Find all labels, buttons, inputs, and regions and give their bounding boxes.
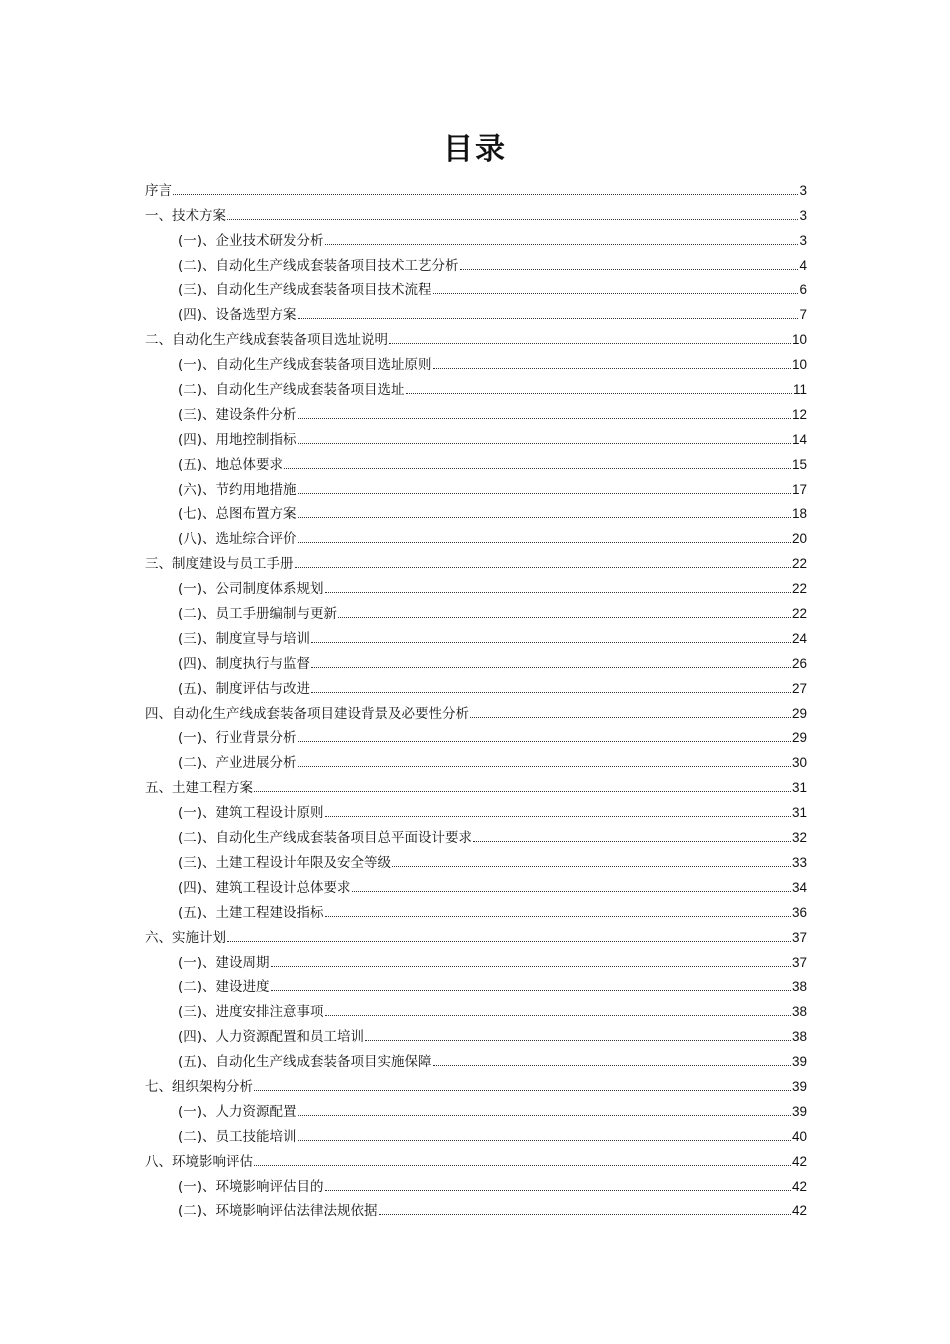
toc-section-entry[interactable] xyxy=(145,200,807,225)
toc-section-entry[interactable] xyxy=(145,548,807,573)
toc-subsection-entry[interactable] xyxy=(145,972,807,997)
toc-subsection-entry[interactable] xyxy=(145,1046,807,1071)
toc-subsection-entry[interactable] xyxy=(145,1171,807,1196)
toc-subsection-entry[interactable] xyxy=(145,1021,807,1046)
toc-entry-page-number: 12 xyxy=(791,406,807,422)
toc-section-entry[interactable] xyxy=(145,1146,807,1171)
toc-entry-page-number: 30 xyxy=(791,755,807,771)
dot-leader xyxy=(406,393,792,394)
toc-subsection-entry[interactable] xyxy=(145,897,807,922)
toc-entry-page-number: 31 xyxy=(791,780,807,796)
toc-list xyxy=(145,175,807,1220)
toc-entry-label: 七、组织架构分析 xyxy=(145,1078,253,1095)
dot-leader xyxy=(311,692,791,693)
toc-entry-page-number: 37 xyxy=(791,929,807,945)
dot-leader xyxy=(392,866,791,867)
toc-entry-label: (二)、建设进度 xyxy=(178,979,270,996)
toc-entry-page-number: 29 xyxy=(791,730,807,746)
dot-leader xyxy=(298,318,799,319)
dot-leader xyxy=(433,368,791,369)
toc-entry-page-number: 3 xyxy=(799,207,807,223)
toc-subsection-entry[interactable] xyxy=(145,598,807,623)
toc-subsection-entry[interactable] xyxy=(145,275,807,300)
dot-leader xyxy=(298,1140,791,1141)
toc-entry-page-number: 3 xyxy=(799,182,807,198)
toc-entry-label: (四)、制度执行与监督 xyxy=(178,655,311,672)
toc-section-entry[interactable] xyxy=(145,772,807,797)
toc-subsection-entry[interactable] xyxy=(145,225,807,250)
toc-entry-page-number: 39 xyxy=(791,1054,807,1070)
toc-entry-label: (一)、企业技术研发分析 xyxy=(178,232,324,249)
toc-subsection-entry[interactable] xyxy=(145,872,807,897)
toc-subsection-entry[interactable] xyxy=(145,374,807,399)
toc-entry-page-number: 10 xyxy=(791,332,807,348)
toc-entry-page-number: 42 xyxy=(791,1153,807,1169)
toc-entry-page-number: 7 xyxy=(799,307,807,323)
toc-entry-page-number: 37 xyxy=(791,954,807,970)
toc-entry-page-number: 22 xyxy=(791,581,807,597)
toc-entry-page-number: 38 xyxy=(791,979,807,995)
toc-entry-page-number: 38 xyxy=(791,1004,807,1020)
toc-entry-label: 四、自动化生产线成套装备项目建设背景及必要性分析 xyxy=(145,705,469,722)
toc-entry-label: (五)、制度评估与改进 xyxy=(178,680,311,697)
toc-entry-page-number: 32 xyxy=(791,830,807,846)
toc-entry-label: (一)、公司制度体系规划 xyxy=(178,581,324,598)
toc-subsection-entry[interactable] xyxy=(145,723,807,748)
toc-entry-page-number: 42 xyxy=(791,1178,807,1194)
toc-entry-label: 三、制度建设与员工手册 xyxy=(145,556,294,573)
toc-entry-label: (八)、选址综合评价 xyxy=(178,531,297,548)
dot-leader xyxy=(338,617,791,618)
dot-leader xyxy=(254,1090,791,1091)
toc-entry-page-number: 11 xyxy=(792,382,807,398)
toc-entry-page-number: 22 xyxy=(791,606,807,622)
toc-entry-page-number: 4 xyxy=(799,257,807,273)
toc-entry-page-number: 15 xyxy=(791,456,807,472)
toc-entry-page-number: 34 xyxy=(791,879,807,895)
toc-entry-label: (一)、自动化生产线成套装备项目选址原则 xyxy=(178,357,432,374)
toc-section-entry[interactable] xyxy=(145,175,807,200)
toc-entry-label: (一)、环境影响评估目的 xyxy=(178,1178,324,1195)
toc-entry-page-number: 33 xyxy=(791,854,807,870)
toc-entry-label: (三)、制度宣导与培训 xyxy=(178,630,311,647)
dot-leader xyxy=(311,642,791,643)
toc-subsection-entry[interactable] xyxy=(145,299,807,324)
toc-subsection-entry[interactable] xyxy=(145,797,807,822)
dot-leader xyxy=(325,816,791,817)
toc-entry-page-number: 36 xyxy=(791,904,807,920)
dot-leader xyxy=(389,343,791,344)
dot-leader xyxy=(227,941,791,942)
toc-entry-page-number: 20 xyxy=(791,531,807,547)
toc-entry-label: 六、实施计划 xyxy=(145,929,226,946)
dot-leader xyxy=(325,592,791,593)
toc-entry-label: (二)、员工手册编制与更新 xyxy=(178,606,338,623)
toc-subsection-entry[interactable] xyxy=(145,523,807,548)
toc-subsection-entry[interactable] xyxy=(145,1121,807,1146)
toc-entry-label: (七)、总图布置方案 xyxy=(178,506,297,523)
toc-entry-label: (五)、地总体要求 xyxy=(178,456,284,473)
toc-section-entry[interactable] xyxy=(145,324,807,349)
dot-leader xyxy=(298,418,791,419)
toc-entry-label: 序言 xyxy=(145,182,172,199)
toc-entry-page-number: 6 xyxy=(799,282,807,298)
toc-entry-page-number: 3 xyxy=(799,232,807,248)
toc-entry-page-number: 40 xyxy=(791,1128,807,1144)
toc-subsection-entry[interactable] xyxy=(145,847,807,872)
dot-leader xyxy=(325,1190,791,1191)
page-title: 目录 xyxy=(443,132,507,167)
toc-entry-label: 二、自动化生产线成套装备项目选址说明 xyxy=(145,332,388,349)
dot-leader xyxy=(433,1065,791,1066)
toc-entry-page-number: 31 xyxy=(791,805,807,821)
toc-entry-label: (六)、节约用地措施 xyxy=(178,481,297,498)
toc-subsection-entry[interactable] xyxy=(145,499,807,524)
dot-leader xyxy=(379,1214,791,1215)
toc-entry-page-number: 24 xyxy=(791,630,807,646)
toc-entry-label: (二)、自动化生产线成套装备项目技术工艺分析 xyxy=(178,257,459,274)
toc-entry-label: (一)、人力资源配置 xyxy=(178,1103,297,1120)
dot-leader xyxy=(325,916,791,917)
toc-entry-label: (四)、设备选型方案 xyxy=(178,307,297,324)
toc-subsection-entry[interactable] xyxy=(145,449,807,474)
toc-entry-page-number: 38 xyxy=(791,1029,807,1045)
dot-leader xyxy=(298,443,791,444)
toc-subsection-entry[interactable] xyxy=(145,747,807,772)
toc-section-entry[interactable] xyxy=(145,922,807,947)
toc-entry-page-number: 18 xyxy=(791,506,807,522)
toc-entry-label: (二)、环境影响评估法律法规依据 xyxy=(178,1203,378,1220)
toc-subsection-entry[interactable] xyxy=(145,399,807,424)
dot-leader xyxy=(365,1040,791,1041)
toc-subsection-entry[interactable] xyxy=(145,474,807,499)
toc-entry-page-number: 42 xyxy=(791,1203,807,1219)
dot-leader xyxy=(298,741,791,742)
dot-leader xyxy=(311,667,791,668)
toc-entry-label: (二)、自动化生产线成套装备项目选址 xyxy=(178,382,405,399)
toc-entry-label: 八、环境影响评估 xyxy=(145,1153,253,1170)
toc-entry-label: (一)、建设周期 xyxy=(178,954,270,971)
dot-leader xyxy=(470,717,791,718)
toc-subsection-entry[interactable] xyxy=(145,947,807,972)
toc-entry-label: (四)、人力资源配置和员工培训 xyxy=(178,1029,365,1046)
toc-subsection-entry[interactable] xyxy=(145,349,807,374)
toc-entry-label: (二)、自动化生产线成套装备项目总平面设计要求 xyxy=(178,830,473,847)
toc-subsection-entry[interactable] xyxy=(145,1196,807,1221)
dot-leader xyxy=(298,766,791,767)
toc-entry-label: (二)、产业进展分析 xyxy=(178,755,297,772)
toc-entry-label: (四)、用地控制指标 xyxy=(178,431,297,448)
dot-leader xyxy=(298,493,791,494)
dot-leader xyxy=(433,293,799,294)
dot-leader xyxy=(298,542,791,543)
toc-entry-page-number: 10 xyxy=(791,357,807,373)
toc-section-entry[interactable] xyxy=(145,698,807,723)
toc-entry-page-number: 27 xyxy=(791,680,807,696)
dot-leader xyxy=(295,567,791,568)
dot-leader xyxy=(271,966,791,967)
dot-leader xyxy=(298,1115,791,1116)
dot-leader xyxy=(298,517,791,518)
toc-subsection-entry[interactable] xyxy=(145,573,807,598)
toc-entry-page-number: 14 xyxy=(791,431,807,447)
dot-leader xyxy=(227,219,798,220)
toc-subsection-entry[interactable] xyxy=(145,623,807,648)
toc-entry-label: (三)、建设条件分析 xyxy=(178,406,297,423)
toc-subsection-entry[interactable] xyxy=(145,673,807,698)
dot-leader xyxy=(460,269,799,270)
dot-leader xyxy=(254,791,791,792)
toc-entry-label: 一、技术方案 xyxy=(145,207,226,224)
toc-subsection-entry[interactable] xyxy=(145,250,807,275)
toc-entry-page-number: 29 xyxy=(791,705,807,721)
dot-leader xyxy=(325,244,799,245)
toc-entry-label: (三)、土建工程设计年限及安全等级 xyxy=(178,854,392,871)
toc-entry-label: (一)、建筑工程设计原则 xyxy=(178,805,324,822)
toc-entry-label: (三)、自动化生产线成套装备项目技术流程 xyxy=(178,282,432,299)
toc-subsection-entry[interactable] xyxy=(145,648,807,673)
toc-subsection-entry[interactable] xyxy=(145,822,807,847)
toc-entry-label: (二)、员工技能培训 xyxy=(178,1128,297,1145)
dot-leader xyxy=(325,1015,791,1016)
toc-entry-page-number: 39 xyxy=(791,1103,807,1119)
toc-entry-label: (五)、自动化生产线成套装备项目实施保障 xyxy=(178,1054,432,1071)
toc-entry-page-number: 26 xyxy=(791,655,807,671)
dot-leader xyxy=(284,468,791,469)
toc-entry-page-number: 22 xyxy=(791,556,807,572)
toc-subsection-entry[interactable] xyxy=(145,996,807,1021)
toc-entry-label: (一)、行业背景分析 xyxy=(178,730,297,747)
toc-section-entry[interactable] xyxy=(145,1071,807,1096)
dot-leader xyxy=(473,841,791,842)
toc-entry-label: 五、土建工程方案 xyxy=(145,780,253,797)
dot-leader xyxy=(271,990,791,991)
toc-subsection-entry[interactable] xyxy=(145,1096,807,1121)
toc-entry-page-number: 39 xyxy=(791,1078,807,1094)
dot-leader xyxy=(254,1165,791,1166)
toc-entry-label: (五)、土建工程建设指标 xyxy=(178,904,324,921)
dot-leader xyxy=(352,891,791,892)
toc-entry-page-number: 17 xyxy=(791,481,807,497)
toc-entry-label: (四)、建筑工程设计总体要求 xyxy=(178,879,351,896)
dot-leader xyxy=(173,194,798,195)
toc-entry-label: (三)、进度安排注意事项 xyxy=(178,1004,324,1021)
toc-subsection-entry[interactable] xyxy=(145,424,807,449)
